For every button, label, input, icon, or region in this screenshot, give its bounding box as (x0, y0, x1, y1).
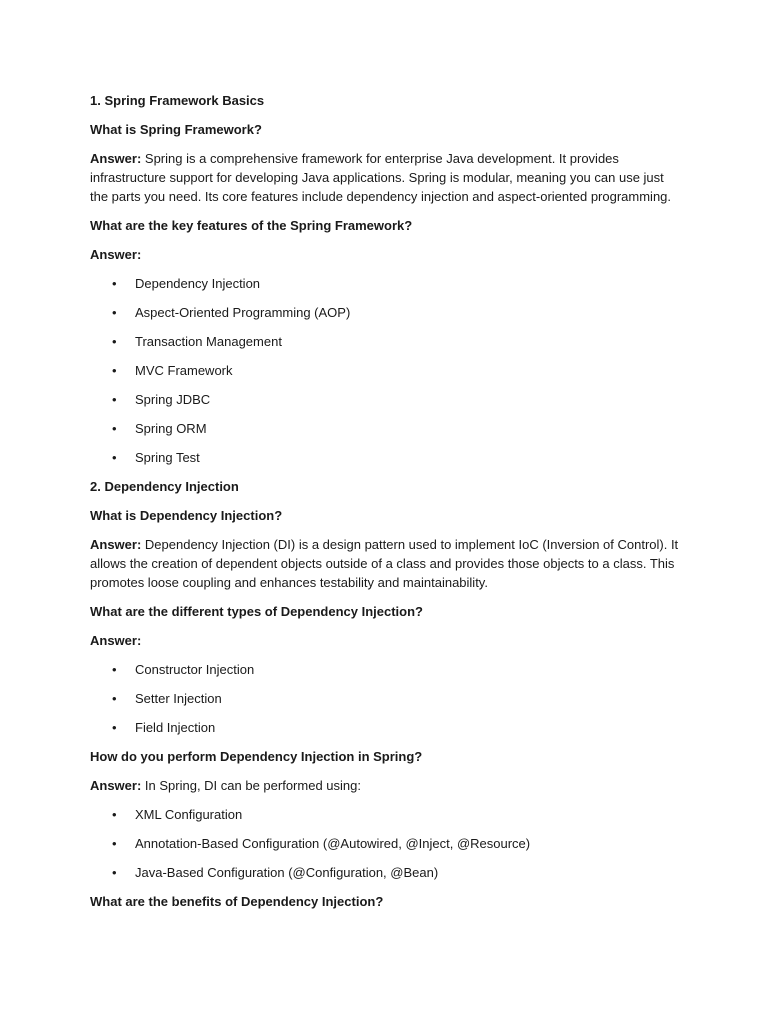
list-item (90, 863, 680, 882)
bullet-icon: • (112, 421, 117, 436)
bullet-icon: • (112, 691, 117, 706)
list-item (90, 274, 680, 293)
answer-label: Answer: (90, 537, 142, 552)
bullet-icon: • (112, 807, 117, 822)
bullet-icon: • (112, 305, 117, 320)
list-item (90, 834, 680, 853)
question-text: What are the different types of Dependency Injection? (90, 604, 423, 619)
answer-label: Answer: (90, 247, 142, 262)
list-item-text: Transaction Management (135, 334, 282, 349)
answer-paragraph (90, 776, 680, 795)
bullet-icon: • (112, 836, 117, 851)
question-text: What are the key features of the Spring Framework? (90, 218, 413, 233)
list-item (90, 332, 680, 351)
list-item-text: Constructor Injection (135, 662, 255, 677)
bullet-list (90, 274, 680, 467)
list-item-text: Java-Based Configuration (@Configuration, @Bean) (135, 865, 439, 880)
list-item-text: Field Injection (135, 720, 216, 735)
list-item (90, 448, 680, 467)
list-item-text: Dependency Injection (135, 276, 261, 291)
list-item-text: Annotation-Based Configuration (@Autowired, @Inject, @Resource) (135, 836, 531, 851)
bullet-icon: • (112, 720, 117, 735)
section-heading: 1. Spring Framework Basics (90, 93, 265, 108)
list-item (90, 689, 680, 708)
question-text: What is Spring Framework? (90, 122, 262, 137)
list-item-text: Spring Test (135, 450, 200, 465)
section-heading: 2. Dependency Injection (90, 479, 239, 494)
document-page (90, 91, 680, 921)
answer-paragraph (90, 149, 680, 206)
answer-text: Dependency Injection (DI) is a design pattern used to implement IoC (Inversion of Control). It allows the creation of dependent objects outside of a class and provides those objects to a class. This promotes loose coupling and enhances testability and maintainability. (90, 537, 679, 590)
list-item-text: Aspect-Oriented Programming (AOP) (135, 305, 351, 320)
list-item-text: Spring JDBC (135, 392, 211, 407)
bullet-icon: • (112, 450, 117, 465)
list-item-text: Spring ORM (135, 421, 207, 436)
list-item (90, 805, 680, 824)
list-item (90, 303, 680, 322)
question-text: What are the benefits of Dependency Injection? (90, 894, 384, 909)
bullet-icon: • (112, 662, 117, 677)
answer-paragraph (90, 631, 680, 650)
bullet-icon: • (112, 334, 117, 349)
answer-paragraph (90, 245, 680, 264)
list-item (90, 660, 680, 679)
answer-label: Answer: (90, 633, 142, 648)
bullet-list (90, 805, 680, 882)
question-text: What is Dependency Injection? (90, 508, 283, 523)
list-item (90, 361, 680, 380)
answer-text: In Spring, DI can be performed using: (141, 778, 361, 793)
bullet-icon: • (112, 392, 117, 407)
list-item-text: XML Configuration (135, 807, 243, 822)
bullet-icon: • (112, 363, 117, 378)
list-item (90, 390, 680, 409)
bullet-list (90, 660, 680, 737)
answer-paragraph (90, 535, 680, 592)
question-text: How do you perform Dependency Injection in Spring? (90, 749, 423, 764)
list-item-text: Setter Injection (135, 691, 222, 706)
bullet-icon: • (112, 276, 117, 291)
list-item (90, 419, 680, 438)
list-item (90, 718, 680, 737)
answer-label: Answer: (90, 151, 142, 166)
answer-label: Answer: (90, 778, 142, 793)
bullet-icon: • (112, 865, 117, 880)
answer-text: Spring is a comprehensive framework for enterprise Java development. It provides infrastructure support for developing Java applications. Spring is modular, meaning you can use just the parts you need. Its core features include dependency injection and aspect-oriented programming. (90, 151, 672, 204)
list-item-text: MVC Framework (135, 363, 233, 378)
